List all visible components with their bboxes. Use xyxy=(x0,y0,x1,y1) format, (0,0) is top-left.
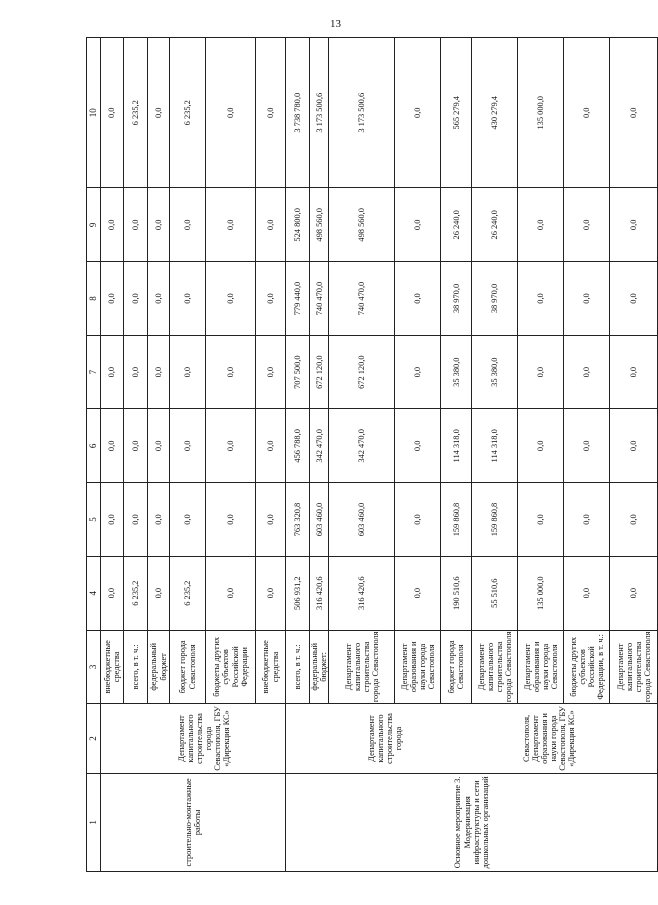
value-cell: 35 380,0 xyxy=(472,335,518,409)
value-cell: 0,0 xyxy=(148,409,170,483)
value-cell: 0,0 xyxy=(564,335,610,409)
header-cell: 4 xyxy=(87,556,101,630)
value-cell: 35 380,0 xyxy=(441,335,472,409)
value-cell: 0,0 xyxy=(256,556,286,630)
value-cell: 0,0 xyxy=(610,556,658,630)
value-cell: 6 235,2 xyxy=(170,556,206,630)
table-row xyxy=(329,38,395,872)
value-cell: 342 470,0 xyxy=(310,409,329,483)
funding-source-cell: федеральный бюджет: xyxy=(310,630,329,704)
value-cell: 0,0 xyxy=(170,483,206,557)
value-cell: 524 800,0 xyxy=(286,188,310,262)
value-cell: 0,0 xyxy=(206,188,256,262)
value-cell: 342 470,0 xyxy=(329,409,395,483)
value-cell: 0,0 xyxy=(610,38,658,188)
value-cell: 0,0 xyxy=(395,188,441,262)
value-cell: 0,0 xyxy=(610,262,658,336)
value-cell: 0,0 xyxy=(148,188,170,262)
value-cell: 0,0 xyxy=(148,556,170,630)
executor-cell-blank xyxy=(101,704,124,774)
value-cell: 114 318,0 xyxy=(472,409,518,483)
value-cell: 0,0 xyxy=(395,335,441,409)
value-cell: 114 318,0 xyxy=(441,409,472,483)
value-cell: 0,0 xyxy=(101,262,124,336)
header-cell: 3 xyxy=(87,630,101,704)
value-cell: 26 240,0 xyxy=(472,188,518,262)
funding-source-cell: федеральный бюджет xyxy=(148,630,170,704)
funding-table xyxy=(86,37,658,872)
value-cell: 0,0 xyxy=(148,335,170,409)
funding-source-cell: внебюджетные средства xyxy=(101,630,124,704)
value-cell: 0,0 xyxy=(170,188,206,262)
value-cell: 0,0 xyxy=(124,409,148,483)
executor-cell: Департамент капитального строительства города Севастополя, ГБУ «Дирекция КС» xyxy=(124,704,286,774)
value-cell: 0,0 xyxy=(564,556,610,630)
value-cell: 0,0 xyxy=(148,38,170,188)
value-cell: 316 420,6 xyxy=(329,556,395,630)
value-cell: 190 510,6 xyxy=(441,556,472,630)
funding-source-cell: Департамент образования и науки города Севастополя xyxy=(518,630,564,704)
value-cell: 0,0 xyxy=(148,262,170,336)
value-cell: 672 120,0 xyxy=(310,335,329,409)
funding-source-cell: бюджеты других субъектов Российской Федерации, в т. ч.: xyxy=(564,630,610,704)
value-cell: 0,0 xyxy=(610,335,658,409)
value-cell: 0,0 xyxy=(206,483,256,557)
value-cell: 38 970,0 xyxy=(441,262,472,336)
activity-name-cell: Основное мероприятие 3. Модернизация инфраструктуры и сети дошкольных организаций xyxy=(286,773,658,871)
value-cell: 0,0 xyxy=(101,483,124,557)
funding-source-cell: Департамент капитального строительства города Севастополя xyxy=(610,630,658,704)
value-cell: 0,0 xyxy=(610,483,658,557)
value-cell: 707 500,0 xyxy=(286,335,310,409)
funding-source-cell: бюджет города Севастополя xyxy=(441,630,472,704)
value-cell: 0,0 xyxy=(564,262,610,336)
value-cell: 603 460,0 xyxy=(310,483,329,557)
value-cell: 0,0 xyxy=(206,38,256,188)
table-row xyxy=(124,38,148,872)
value-cell: 135 000,0 xyxy=(518,556,564,630)
funding-source-cell: Департамент образования и науки города Севастополя xyxy=(395,630,441,704)
value-cell: 0,0 xyxy=(564,38,610,188)
value-cell: 316 420,6 xyxy=(310,556,329,630)
value-cell: 0,0 xyxy=(124,188,148,262)
funding-source-cell: Департамент капитального строительства города Севастополя xyxy=(472,630,518,704)
value-cell: 0,0 xyxy=(518,262,564,336)
value-cell: 0,0 xyxy=(101,188,124,262)
executor-cell-blank xyxy=(286,704,329,774)
value-cell: 6 235,2 xyxy=(124,38,148,188)
value-cell: 0,0 xyxy=(101,38,124,188)
value-cell: 763 320,8 xyxy=(286,483,310,557)
value-cell: 498 560,0 xyxy=(310,188,329,262)
header-row xyxy=(87,38,101,872)
value-cell: 456 788,0 xyxy=(286,409,310,483)
funding-source-cell: всего, в т. ч.: xyxy=(124,630,148,704)
value-cell: 0,0 xyxy=(564,188,610,262)
value-cell: 0,0 xyxy=(124,335,148,409)
table-row xyxy=(441,38,472,872)
value-cell: 3 738 780,0 xyxy=(286,38,310,188)
value-cell: 506 931,2 xyxy=(286,556,310,630)
value-cell: 159 860,8 xyxy=(472,483,518,557)
value-cell: 0,0 xyxy=(170,335,206,409)
header-cell: 1 xyxy=(87,773,101,871)
value-cell: 430 279,4 xyxy=(472,38,518,188)
activity-name-cell: строительно-монтажные работы xyxy=(101,773,286,871)
value-cell: 0,0 xyxy=(518,483,564,557)
table-row xyxy=(286,38,310,872)
page-number: 13 xyxy=(330,18,341,30)
value-cell: 6 235,2 xyxy=(124,556,148,630)
value-cell: 0,0 xyxy=(518,188,564,262)
value-cell: 0,0 xyxy=(101,556,124,630)
value-cell: 565 279,4 xyxy=(441,38,472,188)
value-cell: 0,0 xyxy=(395,556,441,630)
value-cell: 0,0 xyxy=(206,556,256,630)
header-cell: 9 xyxy=(87,188,101,262)
value-cell: 0,0 xyxy=(564,409,610,483)
value-cell: 3 173 500,6 xyxy=(310,38,329,188)
value-cell: 740 470,0 xyxy=(310,262,329,336)
value-cell: 0,0 xyxy=(256,335,286,409)
value-cell: 0,0 xyxy=(256,409,286,483)
value-cell: 672 120,0 xyxy=(329,335,395,409)
executor-cell: Департамент капитального строительства города xyxy=(329,704,441,774)
funding-source-cell: бюджеты других субъектов Российской Федерации xyxy=(206,630,256,704)
header-cell: 10 xyxy=(87,38,101,188)
value-cell: 0,0 xyxy=(395,483,441,557)
value-cell: 0,0 xyxy=(206,335,256,409)
value-cell: 0,0 xyxy=(206,409,256,483)
value-cell: 0,0 xyxy=(148,483,170,557)
value-cell: 0,0 xyxy=(170,409,206,483)
header-cell: 2 xyxy=(87,704,101,774)
header-cell: 7 xyxy=(87,335,101,409)
value-cell: 779 440,0 xyxy=(286,262,310,336)
value-cell: 0,0 xyxy=(124,262,148,336)
value-cell: 0,0 xyxy=(256,38,286,188)
value-cell: 0,0 xyxy=(256,262,286,336)
value-cell: 0,0 xyxy=(101,409,124,483)
value-cell: 0,0 xyxy=(564,483,610,557)
value-cell: 0,0 xyxy=(610,188,658,262)
executor-cell: Севастополя, Департамент образования и науки города Севастополя, ГБУ «Дирекция КС» xyxy=(441,704,658,774)
rotated-table-container xyxy=(86,37,652,872)
value-cell: 740 470,0 xyxy=(329,262,395,336)
value-cell: 26 240,0 xyxy=(441,188,472,262)
funding-source-cell: внебюджетные средства xyxy=(256,630,286,704)
funding-source-cell: Департамент капитального строительства города Севастополя xyxy=(329,630,395,704)
value-cell: 159 860,8 xyxy=(441,483,472,557)
value-cell: 603 460,0 xyxy=(329,483,395,557)
value-cell: 498 560,0 xyxy=(329,188,395,262)
value-cell: 0,0 xyxy=(395,38,441,188)
value-cell: 0,0 xyxy=(256,483,286,557)
value-cell: 0,0 xyxy=(610,409,658,483)
table-row xyxy=(101,38,124,872)
header-cell: 6 xyxy=(87,409,101,483)
value-cell: 0,0 xyxy=(170,262,206,336)
value-cell: 55 510,6 xyxy=(472,556,518,630)
value-cell: 0,0 xyxy=(518,335,564,409)
value-cell: 0,0 xyxy=(101,335,124,409)
value-cell: 135 000,0 xyxy=(518,38,564,188)
value-cell: 0,0 xyxy=(518,409,564,483)
value-cell: 0,0 xyxy=(206,262,256,336)
header-cell: 5 xyxy=(87,483,101,557)
value-cell: 0,0 xyxy=(124,483,148,557)
value-cell: 0,0 xyxy=(256,188,286,262)
value-cell: 0,0 xyxy=(395,409,441,483)
value-cell: 0,0 xyxy=(395,262,441,336)
value-cell: 38 970,0 xyxy=(472,262,518,336)
header-cell: 8 xyxy=(87,262,101,336)
value-cell: 6 235,2 xyxy=(170,38,206,188)
funding-source-cell: бюджет города Севастополя xyxy=(170,630,206,704)
funding-source-cell: всего, в т. ч.: xyxy=(286,630,310,704)
value-cell: 3 173 500,6 xyxy=(329,38,395,188)
